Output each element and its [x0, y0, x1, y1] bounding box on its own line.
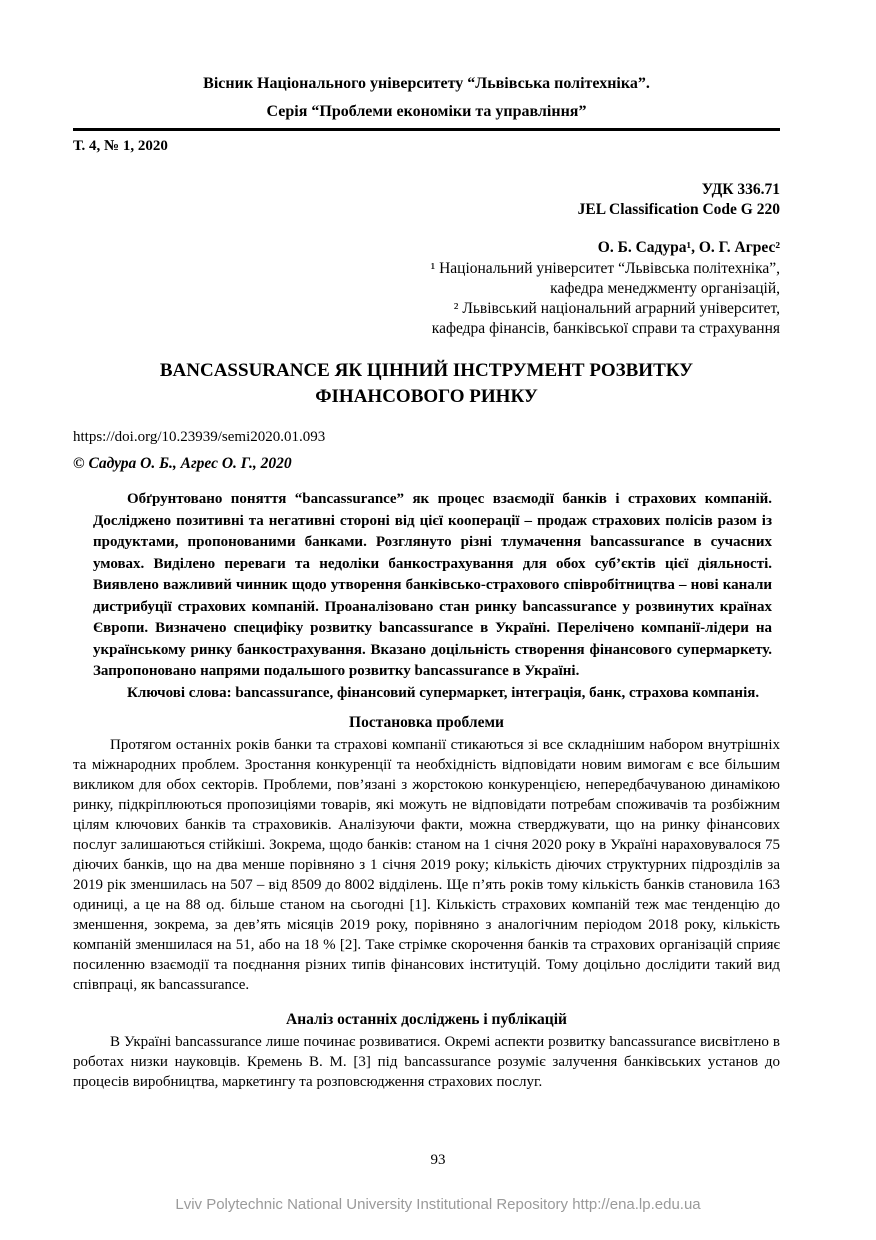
affiliation-line-1: ¹ Національний університет “Львівська політехніка”, [430, 260, 780, 277]
section-heading-analysis: Аналіз останніх досліджень і публікацій [286, 1011, 567, 1028]
keywords-text: Ключові слова: bancassurance, фінансовий супермаркет, інтеграція, банк, страхова компанія. [127, 684, 760, 701]
doi-line [73, 427, 780, 447]
article-title-line2: ФІНАНСОВОГО РИНКУ [315, 386, 538, 407]
copyright-line: © Садура О. Б., Агрес О. Г., 2020 [73, 455, 292, 472]
section-analysis-paragraph: В Україні bancassurance лише починає розвиватися. Окремі аспекти розвитку bancassurance висвітлено в роботах низки науковців. Кремень В. М. [3] під bancassurance розуміє залучення банківських установ до процесів виробництва, маркетингу та розповсюдження страхових послуг. [73, 1034, 780, 1090]
authors-block [73, 237, 780, 339]
affiliation-line-3: ² Львівський національний аграрний університет, [453, 300, 780, 317]
header-rule [73, 128, 780, 131]
abstract-block [93, 489, 772, 704]
abstract-text: Обґрунтовано поняття “bancassurance” як процес взаємодії банків і страхових компаній. Досліджено позитивні та негативні стороні від цієї кооперації – продаж страхових полісів разом із продуктами, пропонованими банками. Розглянуто різні тлумачення bancassurance в сучасних умовах. Виділено переваги та недоліки банкострахування для обох суб’єктів цієї діяльності. Виявлено важливий чинник щодо утворення банківсько-страхового співробітництва – нові канали дистрибуції страхових компаній. Проаналізовано стан ринку bancassurance у розвинутих країнах Європи. Визначено специфіку розвитку bancassurance в Україні. Перелічено компанії-лідери на українському ринку банкострахування. Вказано доцільність створення фінансового супермаркету. Запропоновано напрями подальшого розвитку bancassurance в Україні. [93, 491, 772, 679]
classification-block [73, 180, 780, 220]
journal-title-line1: Вісник Національного університету “Львівська політехніка”. [203, 75, 650, 92]
affiliation-line-2: кафедра менеджменту організацій, [550, 280, 780, 297]
article-title-line1: BANCASSURANCE ЯК ЦІННИЙ ІНСТРУМЕНТ РОЗВИТКУ [159, 360, 694, 381]
page-number: 93 [430, 1152, 446, 1168]
section-problem-paragraph: Протягом останніх років банки та страхові компанії стикаються зі все складнішим набором внутрішніх та міжнародних проблем. Зростання конкуренції та необхідність відповідати новим вимогам є все більшим викликом для обох секторів. Проблеми, пов’язані з жорстокою конкуренцією, непередбачуваною динамікою ринку, підкріплюються пропозиціями товарів, які можуть не відповідати потребам споживачів та розбіжним цілям ключових банків та страховиків. Аналізуючи факти, можна стверджувати, що на ринку фінансових послуг залишаються стійкіші. Зокрема, щодо банків: станом на 1 січня 2020 року в Україні нараховувалося 75 діючих банків, що на два менше порівняно з 1 січня 2019 року; кількість діючих структурних підрозділів за 2019 рік зменшилась на 507 – від 8509 до 8002 відділень. Ще п’ять років тому кількість банків становила 163 одиниці, а це на 88 од. більше станом на сьогодні [1]. Кількість страхових компаній теж має тенденцію до зменшення, зокрема, за дев’ять місяців 2019 року, порівняно з аналогічним періодом 2018 року, кількість компаній зменшилася на 51, або на 18 % [2]. Таке стрімке скорочення банків та страхових організацій сприяє посиленню взаємодії та поєднання різних типів фінансових інституцій. Тому доцільно дослідити такий вид співпраці, як bancassurance. [73, 737, 780, 993]
journal-header [73, 70, 780, 126]
udc-code: УДК 336.71 [701, 181, 780, 198]
journal-series-line: Серія “Проблеми економіки та управління” [266, 103, 587, 120]
affiliation-line-4: кафедра фінансів, банківської справи та страхування [431, 320, 780, 337]
article-title [73, 358, 780, 410]
author-names: О. Б. Садура¹, О. Г. Агрес² [597, 239, 780, 256]
section-heading-problem: Постановка проблеми [349, 714, 504, 731]
jel-code: JEL Classification Code G 220 [577, 201, 780, 218]
repository-stamp: Lviv Polytechnic National University Institutional Repository http://ena.lp.edu.ua [175, 1196, 701, 1213]
issue-info: Т. 4, № 1, 2020 [73, 138, 168, 154]
doi-link[interactable]: https://doi.org/10.23939/semi2020.01.093 [73, 429, 326, 445]
